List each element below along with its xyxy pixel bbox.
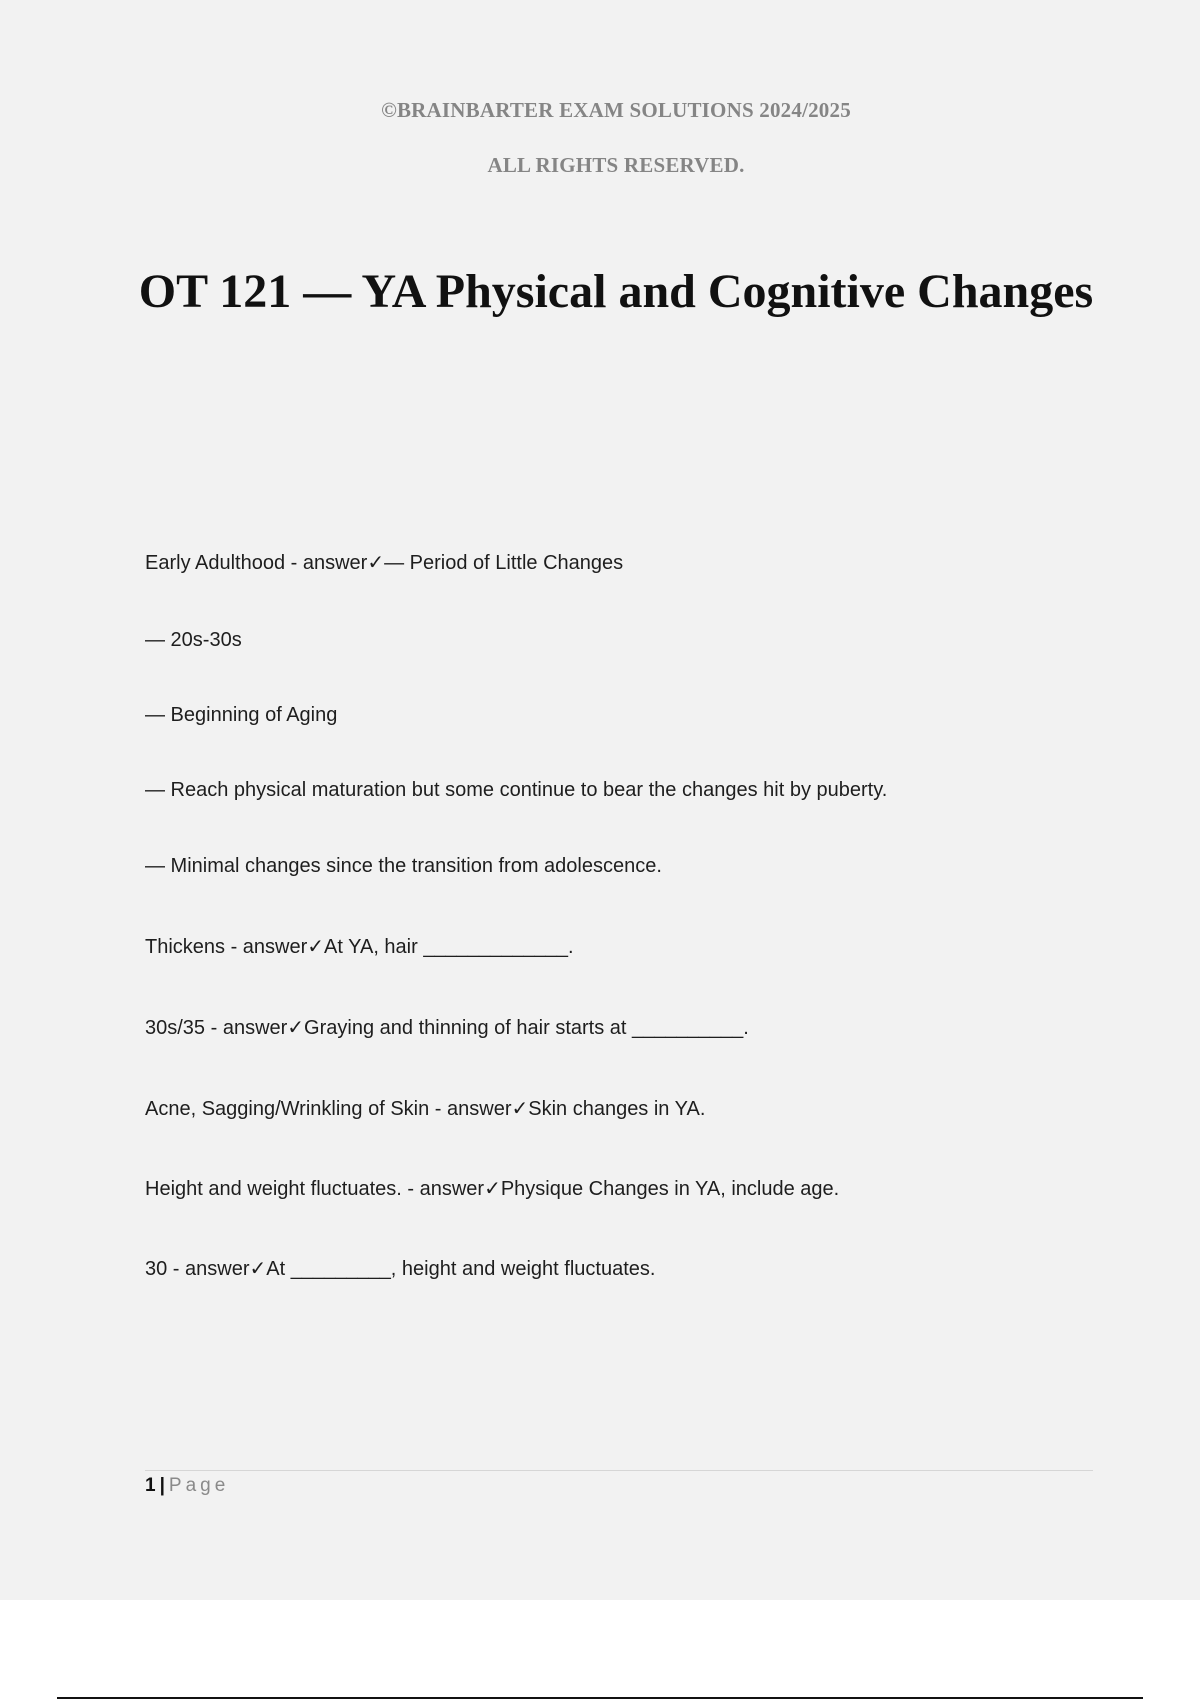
page-footer [145, 1475, 229, 1497]
qa-line: — Minimal changes since the transition from adolescence. [145, 855, 662, 877]
footer-divider [145, 1470, 1093, 1471]
qa-line: 30 - answer✓At _________, height and weight fluctuates. [145, 1258, 656, 1280]
qa-line: 30s/35 - answer✓Graying and thinning of hair starts at __________. [145, 1017, 749, 1039]
qa-line: Acne, Sagging/Wrinkling of Skin - answer✓Skin changes in YA. [145, 1098, 706, 1120]
page-label: Page [168, 1475, 230, 1496]
footer-separator: | [159, 1475, 165, 1496]
document-title: OT 121 — YA Physical and Cognitive Changes [138, 265, 1094, 318]
qa-line: — Beginning of Aging [145, 704, 338, 726]
page-bottom-rule [57, 1697, 1143, 1699]
qa-line: Height and weight fluctuates. - answer✓Physique Changes in YA, include age. [145, 1178, 840, 1200]
qa-line: — 20s-30s [145, 629, 242, 651]
rights-reserved-header: ALL RIGHTS RESERVED. [487, 153, 745, 177]
copyright-header: ©BRAINBARTER EXAM SOLUTIONS 2024/2025 [381, 98, 851, 122]
page-number: 1 [145, 1475, 156, 1496]
qa-line: Thickens - answer✓At YA, hair _____________. [145, 936, 574, 958]
qa-line: Early Adulthood - answer✓— Period of Little Changes [145, 552, 624, 574]
qa-line: — Reach physical maturation but some continue to bear the changes hit by puberty. [145, 779, 888, 801]
